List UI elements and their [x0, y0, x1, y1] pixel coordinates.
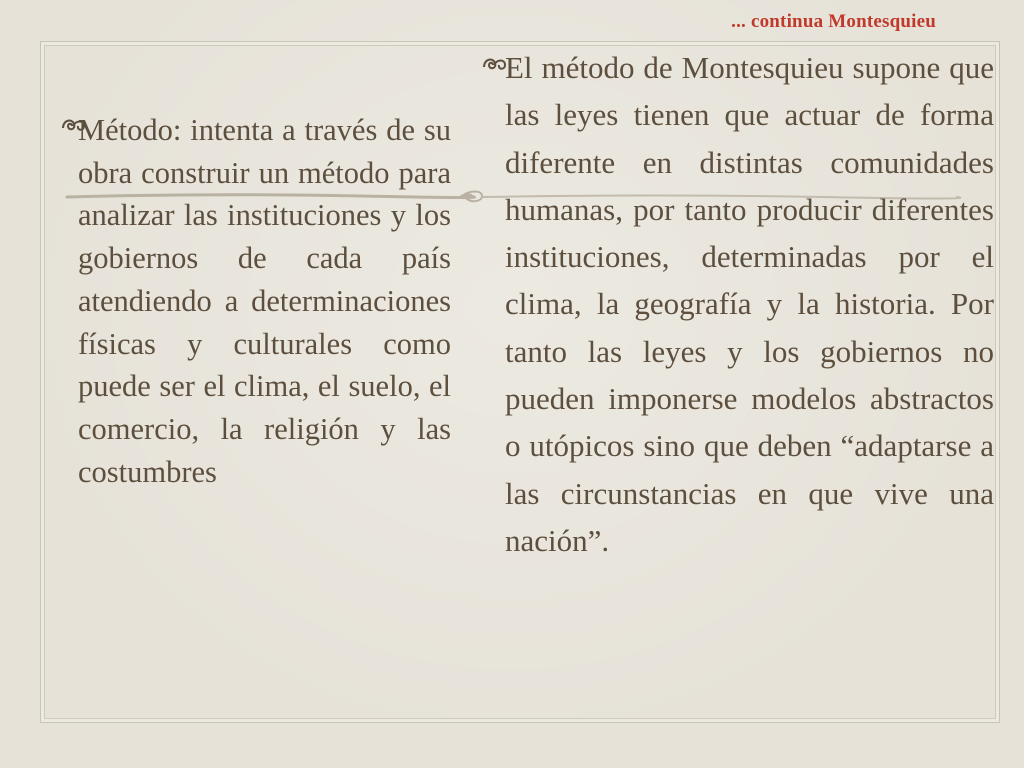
curl-ornament-icon: [60, 114, 86, 136]
slide-header: ... continua Montesquieu: [731, 11, 936, 32]
right-column-text: El método de Montesquieu supone que las leyes tienen que actuar de forma diferente en distintas comunidades humanas, por tanto producir diferentes instituciones, determinadas por el clima, la geografía y la historia. Por tanto las leyes y los gobiernos no pueden imponerse modelos abstractos o utópicos sino que deben “adaptarse a las circunstancias en que vive una nación”.: [505, 50, 994, 558]
right-column: [505, 44, 994, 564]
left-column: [78, 109, 451, 493]
curl-ornament-icon: [481, 53, 507, 75]
left-column-text: Método: intenta a través de su obra construir un método para analizar las instituciones y los gobiernos de cada país atendiendo a determinaciones físicas y culturales como puede ser el clima, el suelo, el comercio, la religión y las costumbres: [78, 113, 451, 489]
